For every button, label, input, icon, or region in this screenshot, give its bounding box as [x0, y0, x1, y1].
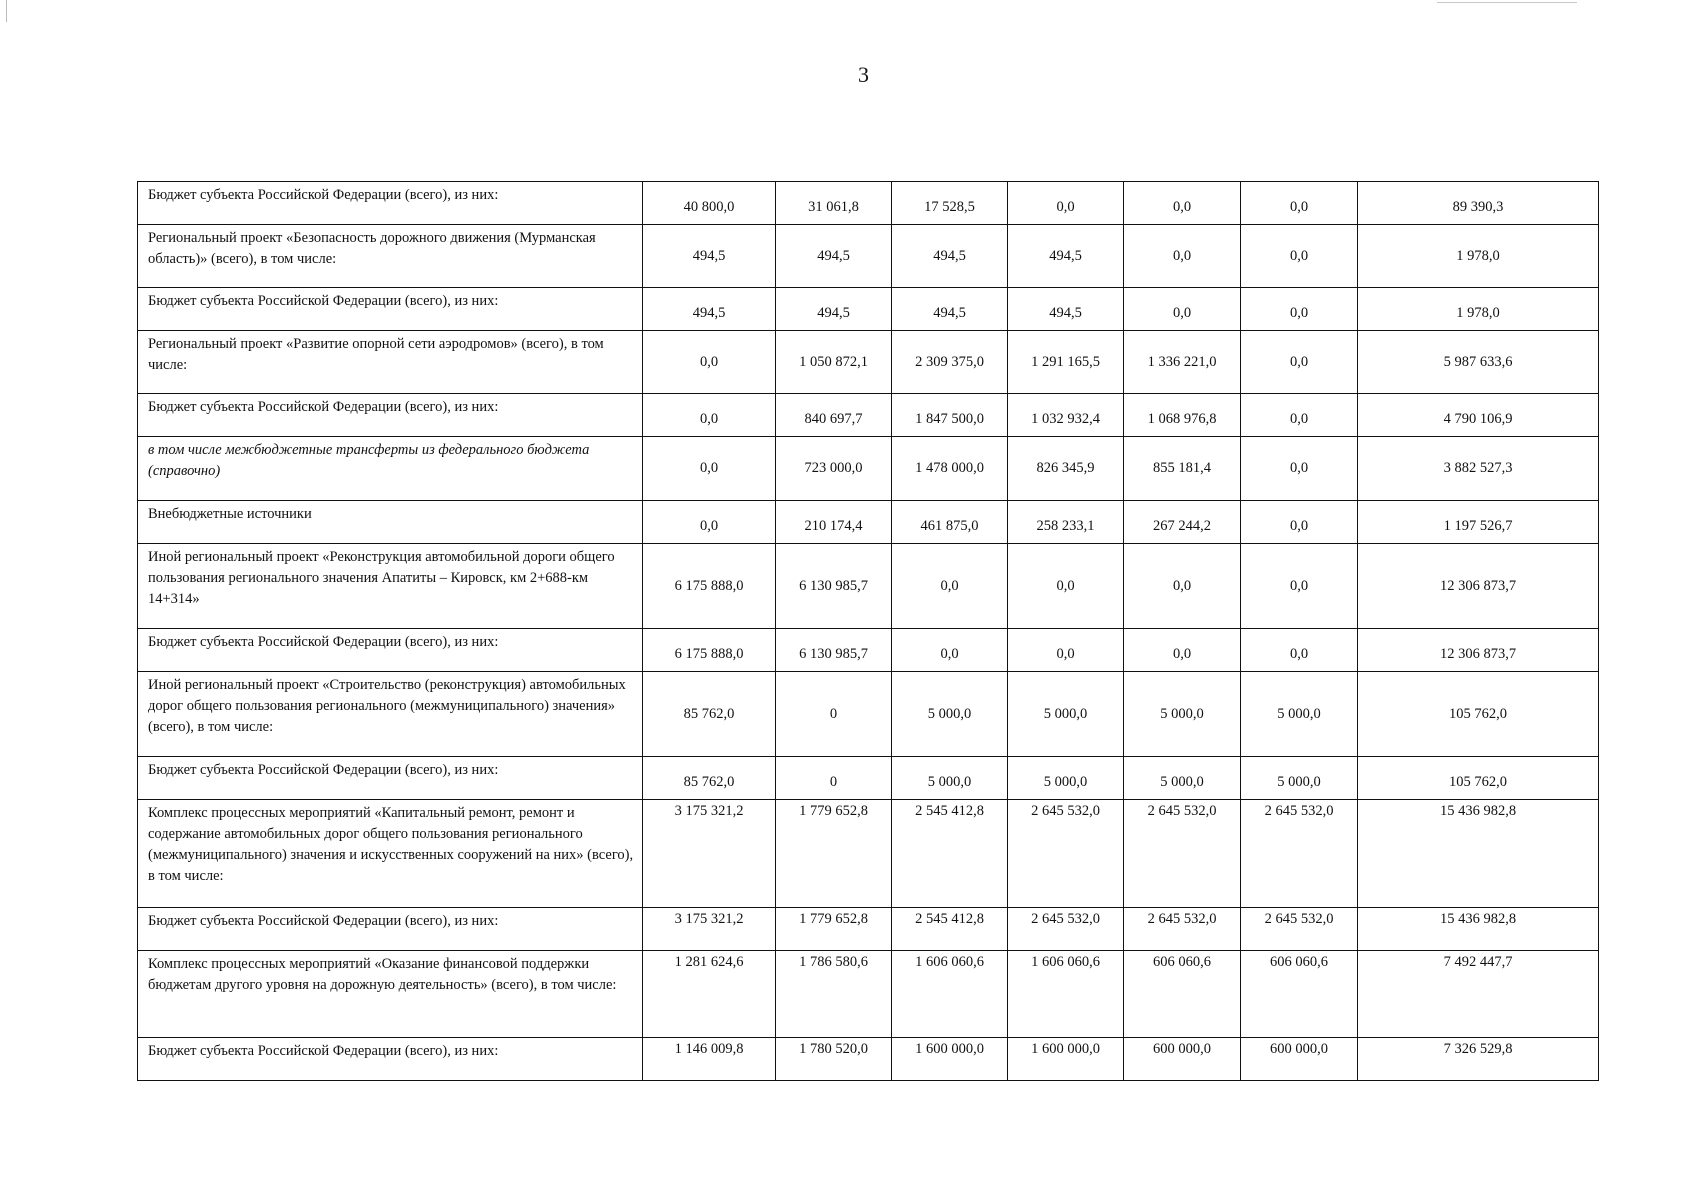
year-value-cell: 5 000,0	[892, 672, 1008, 757]
year-value-cell: 1 600 000,0	[1008, 1038, 1124, 1081]
year-value-cell: 2 645 532,0	[1124, 908, 1241, 951]
total-cell: 105 762,0	[1358, 757, 1599, 800]
row-label: Региональный проект «Безопасность дорожного движения (Мурманская область)» (всего), в том числе:	[138, 225, 643, 288]
year-value-cell: 0,0	[892, 629, 1008, 672]
year-value-cell: 0,0	[643, 394, 776, 437]
scan-mark	[1437, 2, 1577, 3]
year-value-cell: 0,0	[1008, 182, 1124, 225]
year-value-cell: 461 875,0	[892, 501, 1008, 544]
year-value-cell: 0,0	[1241, 437, 1358, 501]
year-value-cell: 3 175 321,2	[643, 908, 776, 951]
page-number: 3	[858, 62, 869, 87]
total-cell: 4 790 106,9	[1358, 394, 1599, 437]
year-value-cell: 1 291 165,5	[1008, 331, 1124, 394]
row-label: Внебюджетные источники	[138, 501, 643, 544]
row-label: Бюджет субъекта Российской Федерации (всего), из них:	[138, 629, 643, 672]
year-value-cell: 0,0	[1241, 331, 1358, 394]
year-value-cell: 5 000,0	[1241, 757, 1358, 800]
year-value-cell: 600 000,0	[1124, 1038, 1241, 1081]
year-value-cell: 0,0	[892, 544, 1008, 629]
year-value-cell: 0,0	[1241, 544, 1358, 629]
year-value-cell: 17 528,5	[892, 182, 1008, 225]
year-value-cell: 494,5	[776, 288, 892, 331]
year-value-cell: 494,5	[643, 288, 776, 331]
table-row	[138, 394, 1599, 437]
total-cell: 7 326 529,8	[1358, 1038, 1599, 1081]
total-cell: 105 762,0	[1358, 672, 1599, 757]
year-value-cell: 1 336 221,0	[1124, 331, 1241, 394]
year-value-cell: 606 060,6	[1124, 951, 1241, 1038]
year-value-cell: 1 478 000,0	[892, 437, 1008, 501]
total-cell: 3 882 527,3	[1358, 437, 1599, 501]
year-value-cell: 210 174,4	[776, 501, 892, 544]
year-value-cell: 494,5	[776, 225, 892, 288]
table-row	[138, 1038, 1599, 1081]
year-value-cell: 2 545 412,8	[892, 908, 1008, 951]
year-value-cell: 0,0	[1124, 225, 1241, 288]
row-label: Иной региональный проект «Строительство (реконструкция) автомобильных дорог общего пользования регионального (межмуниципального) значения» (всего), в том числе:	[138, 672, 643, 757]
year-value-cell: 494,5	[892, 225, 1008, 288]
year-value-cell: 494,5	[892, 288, 1008, 331]
year-value-cell: 31 061,8	[776, 182, 892, 225]
year-value-cell: 1 600 000,0	[892, 1038, 1008, 1081]
year-value-cell: 5 000,0	[892, 757, 1008, 800]
table-row	[138, 182, 1599, 225]
budget-table	[137, 181, 1599, 1081]
year-value-cell: 6 130 985,7	[776, 629, 892, 672]
row-label: Иной региональный проект «Реконструкция автомобильной дороги общего пользования регионального значения Апатиты – Кировск, км 2+688-км 14+314»	[138, 544, 643, 629]
year-value-cell: 855 181,4	[1124, 437, 1241, 501]
row-label: в том числе межбюджетные трансферты из федерального бюджета (справочно)	[138, 437, 643, 501]
row-label: Бюджет субъекта Российской Федерации (всего), из них:	[138, 1038, 643, 1081]
year-value-cell: 1 032 932,4	[1008, 394, 1124, 437]
year-value-cell: 2 645 532,0	[1008, 800, 1124, 908]
year-value-cell: 5 000,0	[1008, 672, 1124, 757]
year-value-cell: 826 345,9	[1008, 437, 1124, 501]
year-value-cell: 2 545 412,8	[892, 800, 1008, 908]
row-label: Комплекс процессных мероприятий «Оказание финансовой поддержки бюджетам другого уровня на дорожную деятельность» (всего), в том числе:	[138, 951, 643, 1038]
year-value-cell: 5 000,0	[1241, 672, 1358, 757]
row-label: Бюджет субъекта Российской Федерации (всего), из них:	[138, 182, 643, 225]
year-value-cell: 3 175 321,2	[643, 800, 776, 908]
year-value-cell: 0,0	[1124, 544, 1241, 629]
year-value-cell: 494,5	[1008, 225, 1124, 288]
year-value-cell: 606 060,6	[1241, 951, 1358, 1038]
year-value-cell: 0,0	[1241, 182, 1358, 225]
table-row	[138, 672, 1599, 757]
total-cell: 15 436 982,8	[1358, 908, 1599, 951]
year-value-cell: 0	[776, 672, 892, 757]
year-value-cell: 0,0	[1241, 394, 1358, 437]
total-cell: 1 978,0	[1358, 288, 1599, 331]
year-value-cell: 1 281 624,6	[643, 951, 776, 1038]
year-value-cell: 5 000,0	[1008, 757, 1124, 800]
year-value-cell: 1 146 009,8	[643, 1038, 776, 1081]
row-label: Комплекс процессных мероприятий «Капитальный ремонт, ремонт и содержание автомобильных дорог общего пользования регионального (межмуниципального) значения и искусственных сооружений на них» (всего), в том числе:	[138, 800, 643, 908]
year-value-cell: 258 233,1	[1008, 501, 1124, 544]
table-row	[138, 544, 1599, 629]
year-value-cell: 267 244,2	[1124, 501, 1241, 544]
row-label: Бюджет субъекта Российской Федерации (всего), из них:	[138, 908, 643, 951]
year-value-cell: 840 697,7	[776, 394, 892, 437]
table-row	[138, 225, 1599, 288]
table-row	[138, 951, 1599, 1038]
year-value-cell: 5 000,0	[1124, 672, 1241, 757]
year-value-cell: 1 780 520,0	[776, 1038, 892, 1081]
year-value-cell: 2 645 532,0	[1241, 800, 1358, 908]
year-value-cell: 1 847 500,0	[892, 394, 1008, 437]
row-label: Бюджет субъекта Российской Федерации (всего), из них:	[138, 394, 643, 437]
year-value-cell: 2 645 532,0	[1124, 800, 1241, 908]
year-value-cell: 0	[776, 757, 892, 800]
year-value-cell: 5 000,0	[1124, 757, 1241, 800]
table-row	[138, 437, 1599, 501]
year-value-cell: 0,0	[1124, 288, 1241, 331]
year-value-cell: 1 786 580,6	[776, 951, 892, 1038]
year-value-cell: 0,0	[1241, 225, 1358, 288]
year-value-cell: 1 606 060,6	[1008, 951, 1124, 1038]
year-value-cell: 0,0	[1241, 288, 1358, 331]
year-value-cell: 600 000,0	[1241, 1038, 1358, 1081]
year-value-cell: 2 645 532,0	[1241, 908, 1358, 951]
row-label: Бюджет субъекта Российской Федерации (всего), из них:	[138, 288, 643, 331]
year-value-cell: 0,0	[1124, 629, 1241, 672]
total-cell: 7 492 447,7	[1358, 951, 1599, 1038]
year-value-cell: 1 779 652,8	[776, 908, 892, 951]
year-value-cell: 85 762,0	[643, 672, 776, 757]
total-cell: 12 306 873,7	[1358, 629, 1599, 672]
year-value-cell: 0,0	[643, 437, 776, 501]
year-value-cell: 0,0	[1241, 629, 1358, 672]
total-cell: 5 987 633,6	[1358, 331, 1599, 394]
year-value-cell: 0,0	[1008, 544, 1124, 629]
year-value-cell: 2 309 375,0	[892, 331, 1008, 394]
year-value-cell: 6 175 888,0	[643, 544, 776, 629]
table-row	[138, 288, 1599, 331]
total-cell: 15 436 982,8	[1358, 800, 1599, 908]
total-cell: 12 306 873,7	[1358, 544, 1599, 629]
year-value-cell: 6 130 985,7	[776, 544, 892, 629]
table-row	[138, 501, 1599, 544]
total-cell: 1 978,0	[1358, 225, 1599, 288]
table-row	[138, 800, 1599, 908]
total-cell: 1 197 526,7	[1358, 501, 1599, 544]
year-value-cell: 0,0	[1241, 501, 1358, 544]
row-label: Региональный проект «Развитие опорной сети аэродромов» (всего), в том числе:	[138, 331, 643, 394]
year-value-cell: 1 606 060,6	[892, 951, 1008, 1038]
year-value-cell: 85 762,0	[643, 757, 776, 800]
year-value-cell: 0,0	[1124, 182, 1241, 225]
table-row	[138, 331, 1599, 394]
year-value-cell: 494,5	[643, 225, 776, 288]
year-value-cell: 1 779 652,8	[776, 800, 892, 908]
year-value-cell: 723 000,0	[776, 437, 892, 501]
table-row	[138, 629, 1599, 672]
scan-mark	[6, 0, 7, 22]
table-body	[138, 182, 1599, 1081]
year-value-cell: 0,0	[1008, 629, 1124, 672]
year-value-cell: 0,0	[643, 501, 776, 544]
year-value-cell: 6 175 888,0	[643, 629, 776, 672]
year-value-cell: 0,0	[643, 331, 776, 394]
year-value-cell: 1 068 976,8	[1124, 394, 1241, 437]
total-cell: 89 390,3	[1358, 182, 1599, 225]
year-value-cell: 1 050 872,1	[776, 331, 892, 394]
year-value-cell: 494,5	[1008, 288, 1124, 331]
year-value-cell: 2 645 532,0	[1008, 908, 1124, 951]
table-row	[138, 757, 1599, 800]
year-value-cell: 40 800,0	[643, 182, 776, 225]
table-row	[138, 908, 1599, 951]
row-label: Бюджет субъекта Российской Федерации (всего), из них:	[138, 757, 643, 800]
